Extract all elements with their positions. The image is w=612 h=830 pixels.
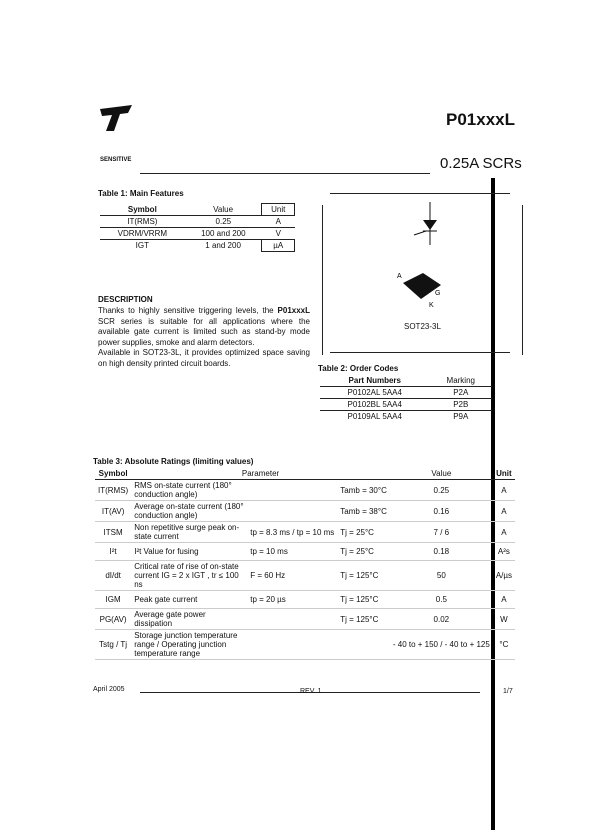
text: SCR series is suitable for all applications where the available gate current is limited such as stand-by mode power supplies, smoke and alarm detectors.: [98, 316, 310, 347]
text: G: [435, 290, 441, 297]
text: P0102AL 5AA4: [347, 388, 402, 397]
table3-cell-unit: W: [500, 614, 508, 624]
table3-cell-c1: [247, 501, 337, 522]
text: P0109AL 5AA4: [347, 412, 402, 421]
footer-rev: REV. 1: [300, 688, 322, 695]
text: P2A: [453, 388, 469, 397]
text: VDRM/VRRM: [117, 229, 168, 238]
table3-title: Table 3: Absolute Ratings (limiting values): [93, 457, 254, 466]
table3-cell-param: Non repetitive surge peak on-state current: [134, 523, 240, 541]
subtitle: 0.25A SCRs: [440, 155, 522, 172]
table3-cell-unit: A²s: [497, 547, 510, 556]
table3-row: [95, 630, 515, 660]
table3-cell-c1: tp = 20 µs: [250, 595, 286, 604]
table3-cell-sym: IT(AV): [101, 506, 125, 516]
text: Unit: [262, 204, 295, 216]
table3-row: [95, 591, 515, 609]
footer-date: April 2005: [93, 686, 125, 693]
table3-cell-sym: Tstg / Tj: [99, 640, 128, 649]
text: Available in SOT23-3L, it provides optimized space saving on high density printed circuit boards.: [98, 348, 310, 368]
table3-cell-c2: Tj = 125°C: [340, 614, 379, 624]
description-heading: DESCRIPTION: [98, 295, 153, 304]
table3-cell-param: RMS on-state current (180° conduction angle): [134, 481, 232, 499]
table3-cell-val: 0.25: [433, 485, 450, 495]
table3-cell-val: 0.16: [433, 506, 450, 516]
text: Thanks to highly sensitive triggering levels, the: [98, 306, 278, 315]
table3-cell-val: - 40 to + 150 / - 40 to + 125: [392, 640, 490, 649]
table3-cell-c2: Tj = 25°C: [340, 547, 374, 556]
text: A: [397, 273, 402, 280]
text: P9A: [453, 412, 469, 421]
text: Value: [431, 469, 452, 478]
text: Part Numbers: [348, 376, 401, 385]
table3-cell-param: I²t Value for fusing: [134, 547, 199, 556]
table3-cell-c2: Tj = 125°C: [340, 595, 379, 604]
text: 1 and 200: [205, 241, 241, 251]
sot23-package-icon: [395, 265, 455, 310]
table3-cell-val: 50: [436, 571, 446, 580]
text: µA: [262, 240, 295, 252]
table3-cell-c2: Tamb = 38°C: [340, 506, 387, 516]
table3-cell-sym: PG(AV): [99, 614, 127, 624]
table3-cell-c1: tp = 10 ms: [250, 547, 288, 556]
table3-cell-val: 7 / 6: [433, 527, 450, 537]
table3-row: [95, 501, 515, 522]
text: P0102BL 5AA4: [347, 400, 402, 409]
scr-symbol-icon: [410, 200, 450, 250]
category: SENSITIVE: [100, 157, 132, 163]
table3-cell-c1: [247, 609, 337, 630]
table1-title: Table 1: Main Features: [98, 189, 184, 198]
table3-cell-sym: dI/dt: [105, 571, 121, 580]
text: 100 and 200: [201, 229, 246, 238]
text: Unit: [496, 469, 512, 478]
text: P01xxxL: [277, 306, 310, 315]
text: P2B: [453, 400, 469, 409]
text: V: [275, 229, 281, 238]
table3-cell-param: Average on-state current (180° conduction angle): [134, 502, 244, 520]
table3-cell-unit: A: [501, 527, 507, 537]
text: A: [275, 217, 281, 226]
table2-title: Table 2: Order Codes: [318, 364, 399, 373]
table2: [320, 375, 492, 422]
part-number: P01xxxL: [446, 110, 515, 129]
table3-cell-unit: °C: [499, 640, 509, 649]
table3-cell-c1: F = 60 Hz: [250, 571, 286, 580]
footer-page: 1/7: [503, 688, 513, 695]
table3-cell-c2: [337, 630, 390, 660]
table3-cell-param: Storage junction temperature range / Operating junction temperature range: [134, 631, 238, 658]
table3-cell-param: Peak gate current: [134, 595, 198, 604]
table3-cell-c2: Tamb = 30°C: [340, 485, 387, 495]
table3-cell-unit: A: [501, 485, 507, 495]
table3-cell-unit: A: [501, 595, 507, 604]
table3-cell-c1: tp = 8.3 ms / tp = 10 ms: [250, 527, 335, 537]
st-logo: [98, 103, 136, 133]
table3-cell-unit: A: [501, 506, 507, 516]
text: IGT: [135, 241, 150, 251]
table3: [95, 468, 515, 660]
table3-cell-c2: Tj = 125°C: [340, 571, 379, 580]
table3-row: [95, 561, 515, 591]
table3-cell-param: Average gate power dissipation: [134, 610, 206, 628]
table3-cell-sym: I²t: [109, 547, 117, 556]
text: Marking: [446, 376, 475, 385]
table3-row: [95, 522, 515, 543]
table3-cell-val: 0.5: [435, 595, 447, 604]
text: Parameter: [241, 469, 280, 478]
description-text: [98, 306, 310, 369]
package-label: SOT23-3L: [404, 322, 441, 331]
table3-cell-val: 0.18: [433, 547, 450, 556]
table3-cell-sym: IGM: [105, 595, 121, 604]
table1: [100, 203, 295, 252]
text: 0.25: [215, 217, 232, 226]
table3-cell-sym: ITSM: [103, 527, 123, 537]
table3-cell-c1: [247, 630, 337, 660]
text: Symbol: [127, 204, 157, 214]
table3-cell-c1: [247, 480, 337, 501]
table3-row: [95, 480, 515, 501]
table3-cell-unit: A/µs: [495, 571, 512, 580]
text: K: [429, 302, 434, 309]
table3-cell-val: 0.02: [433, 614, 450, 624]
table3-row: [95, 609, 515, 630]
table3-cell-c2: Tj = 25°C: [340, 527, 374, 537]
table3-row: [95, 543, 515, 561]
text: Value: [213, 204, 234, 214]
text: IT(RMS): [127, 217, 158, 226]
table3-cell-param: Critical rate of rise of on-state current IG = 2 x IGT , tr ≤ 100 ns: [134, 562, 239, 589]
table3-cell-sym: IT(RMS): [98, 485, 129, 495]
text: Symbol: [98, 469, 128, 478]
